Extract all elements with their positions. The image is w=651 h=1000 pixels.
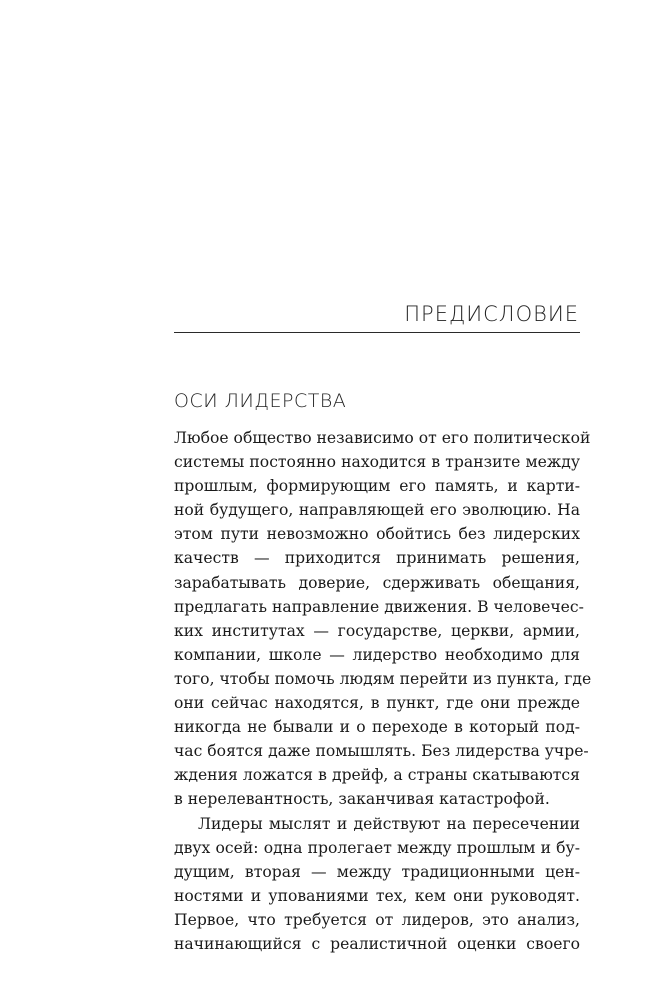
text-line: ких институтах — государстве, церкви, армии, — [174, 621, 580, 640]
text-line: компании, школе — лидерство необходимо для — [174, 645, 580, 664]
chapter-header — [174, 300, 580, 333]
paragraph-2 — [174, 812, 580, 957]
body-text — [174, 426, 592, 956]
chapter-title: ПРЕДИСЛОВИЕ — [404, 302, 579, 326]
text-line: системы постоянно находится в транзите между — [174, 453, 580, 472]
text-line: никогда не бывали и о переходе в который под- — [174, 718, 580, 737]
text-line: того, чтобы помочь людям перейти из пункта, где — [174, 669, 592, 688]
text-line: этом пути невозможно обойтись без лидерских — [174, 525, 580, 544]
text-line: качеств — приходится принимать решения, — [174, 549, 580, 568]
text-line: ной будущего, направляющей его эволюцию. На — [174, 501, 580, 520]
text-line: ностями и упованиями тех, кем они руководят. — [174, 886, 580, 905]
text-line: Первое, что требуется от лидеров, это анализ, — [174, 910, 580, 929]
section-title: ОСИ ЛИДЕРСТВА — [174, 390, 347, 412]
text-line: ждения ложатся в дрейф, а страны скатываются — [174, 766, 580, 785]
text-line: в нерелевантность, заканчивая катастрофой. — [174, 790, 550, 809]
text-line: двух осей: одна пролегает между прошлым и бу- — [174, 838, 580, 857]
text-line: предлагать направление движения. В человечес- — [174, 597, 584, 616]
text-line: начинающийся с реалистичной оценки своего — [174, 934, 580, 953]
text-line: они сейчас находятся, в пункт, где они прежде — [174, 694, 580, 713]
chapter-divider — [174, 332, 580, 333]
text-line: зарабатывать доверие, сдерживать обещания, — [174, 573, 580, 592]
text-line: Лидеры мыслят и действуют на пересечении — [198, 814, 580, 833]
text-line: прошлым, формирующим его память, и карти- — [174, 477, 580, 496]
paragraph-1 — [174, 426, 592, 812]
text-line: дущим, вторая — между традиционными цен- — [174, 862, 580, 881]
text-line: Любое общество независимо от его политической — [174, 429, 591, 447]
text-line: час боятся даже помышлять. Без лидерства учре- — [174, 742, 589, 761]
